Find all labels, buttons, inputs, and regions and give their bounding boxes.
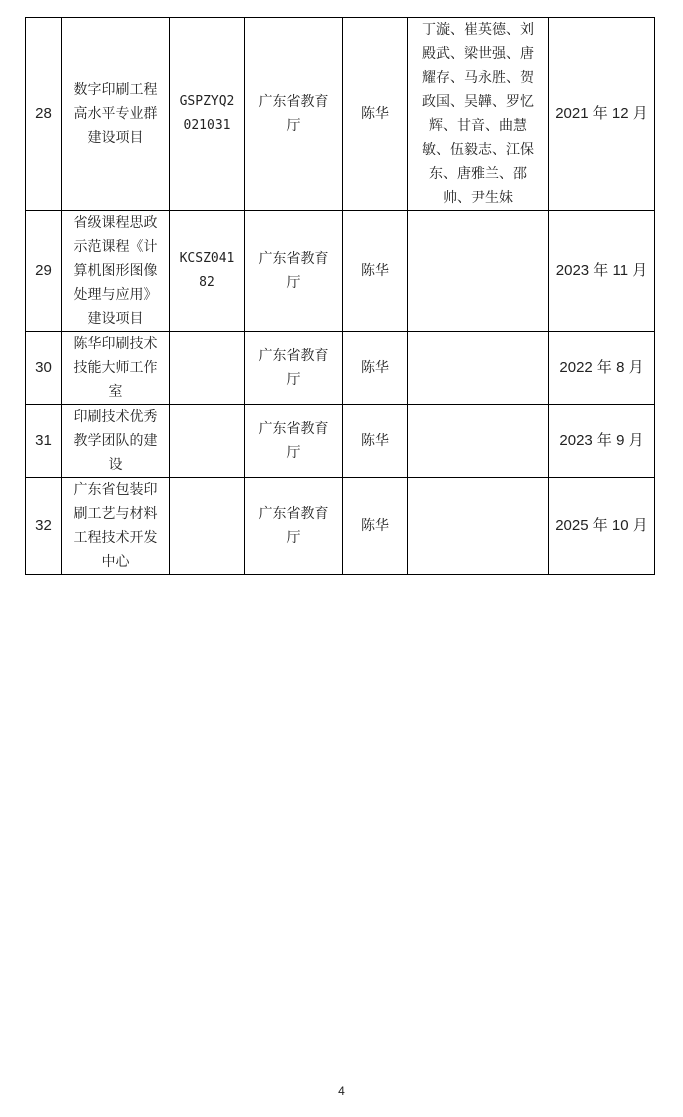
issuing-department: 广东省教育 厅 bbox=[245, 18, 343, 211]
project-code bbox=[170, 332, 245, 405]
project-members: 丁漩、崔英德、刘 殿武、梁世强、唐 耀存、马永胜、贺 政国、吴韡、罗忆 辉、甘音、曲慧 敏、伍毅志、江保 东、唐雅兰、邵 帅、尹生妹 bbox=[408, 18, 549, 211]
table-row bbox=[26, 478, 655, 575]
project-members bbox=[408, 405, 549, 478]
project-name: 印刷技术优秀 教学团队的建 设 bbox=[62, 405, 170, 478]
project-members bbox=[408, 332, 549, 405]
row-number: 28 bbox=[26, 18, 62, 211]
project-name: 省级课程思政 示范课程《计 算机图形图像 处理与应用》 建设项目 bbox=[62, 211, 170, 332]
project-name: 陈华印刷技术 技能大师工作 室 bbox=[62, 332, 170, 405]
project-leader: 陈华 bbox=[343, 211, 408, 332]
issuing-department: 广东省教育 厅 bbox=[245, 405, 343, 478]
project-code bbox=[170, 405, 245, 478]
project-leader: 陈华 bbox=[343, 18, 408, 211]
project-code: KCSZ041 82 bbox=[170, 211, 245, 332]
approval-date: 2023 年 9 月 bbox=[549, 405, 655, 478]
row-number: 29 bbox=[26, 211, 62, 332]
issuing-department: 广东省教育 厅 bbox=[245, 478, 343, 575]
project-members bbox=[408, 478, 549, 575]
row-number: 32 bbox=[26, 478, 62, 575]
row-number: 31 bbox=[26, 405, 62, 478]
issuing-department: 广东省教育 厅 bbox=[245, 332, 343, 405]
row-number: 30 bbox=[26, 332, 62, 405]
project-code bbox=[170, 478, 245, 575]
project-code: GSPZYQ2 021031 bbox=[170, 18, 245, 211]
approval-date: 2025 年 10 月 bbox=[549, 478, 655, 575]
project-leader: 陈华 bbox=[343, 405, 408, 478]
approval-date: 2022 年 8 月 bbox=[549, 332, 655, 405]
project-name: 广东省包装印 刷工艺与材料 工程技术开发 中心 bbox=[62, 478, 170, 575]
table-row bbox=[26, 211, 655, 332]
table-row bbox=[26, 18, 655, 211]
page-number: 4 bbox=[338, 1084, 345, 1098]
projects-table bbox=[25, 17, 655, 575]
project-name: 数字印刷工程 高水平专业群 建设项目 bbox=[62, 18, 170, 211]
table-row bbox=[26, 405, 655, 478]
table-row bbox=[26, 332, 655, 405]
approval-date: 2021 年 12 月 bbox=[549, 18, 655, 211]
project-leader: 陈华 bbox=[343, 478, 408, 575]
project-members bbox=[408, 211, 549, 332]
approval-date: 2023 年 11 月 bbox=[549, 211, 655, 332]
issuing-department: 广东省教育 厅 bbox=[245, 211, 343, 332]
project-leader: 陈华 bbox=[343, 332, 408, 405]
